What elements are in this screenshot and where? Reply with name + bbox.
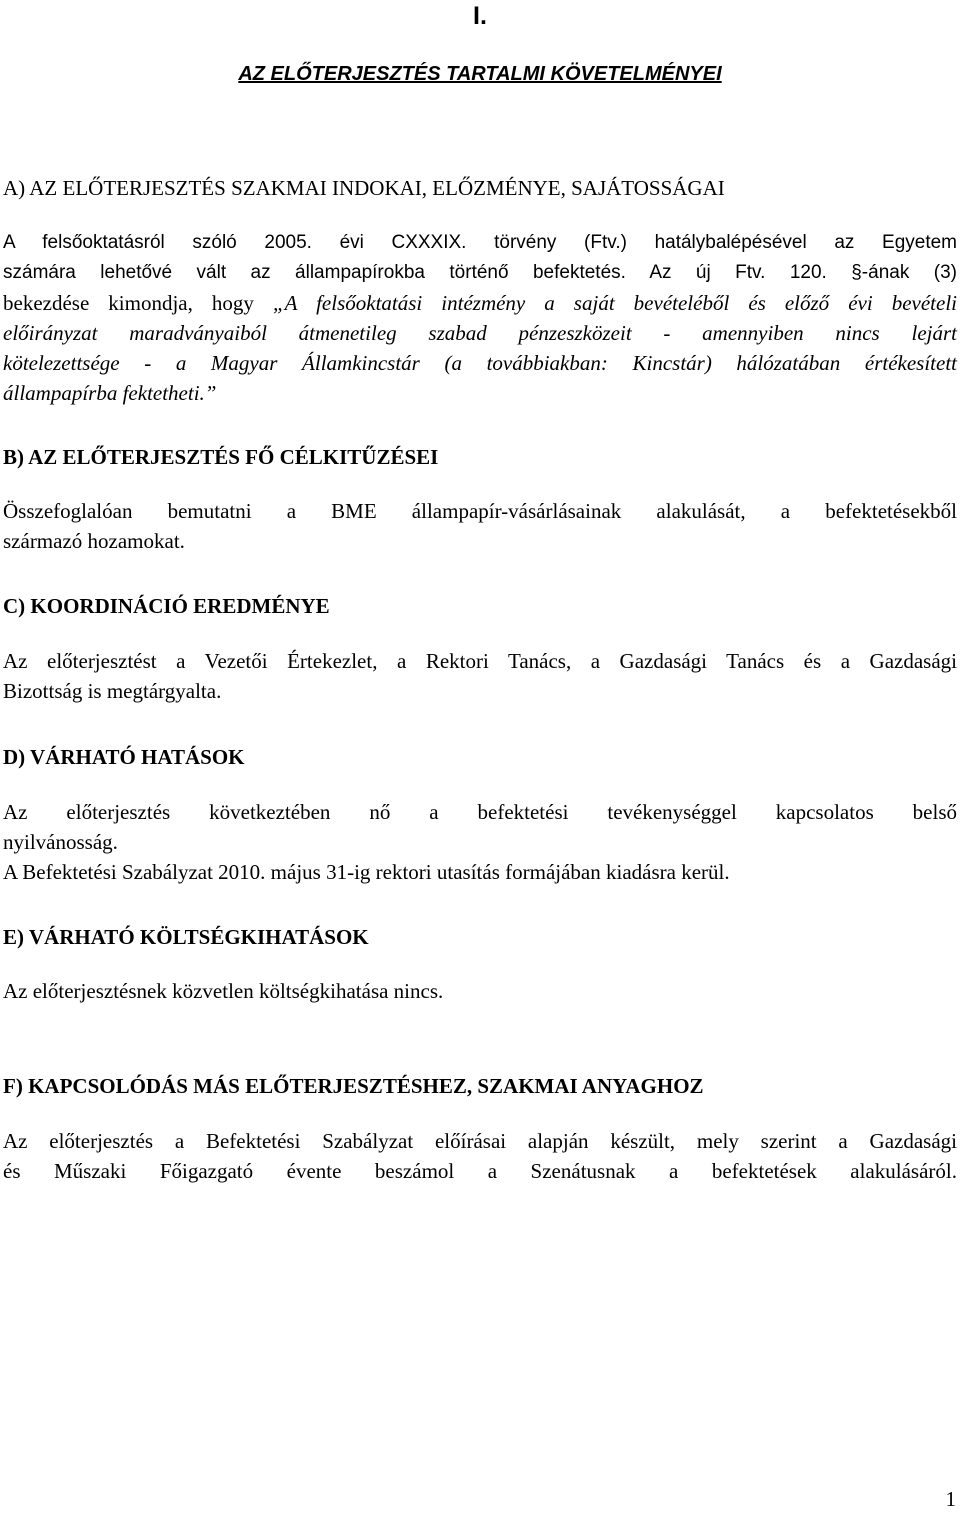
section-d-line-2: nyilvánosság.	[3, 830, 118, 854]
section-c-heading: C) KOORDINÁCIÓ EREDMÉNYE	[3, 594, 330, 618]
section-e-line-1: Az előterjesztésnek közvetlen költségkihatása nincs.	[3, 979, 444, 1003]
section-a-line-3	[3, 288, 957, 318]
section-a-line-5: kötelezettsége - a Magyar Államkincstár (a továbbiakban: Kincstár) hálózatában értékesített	[3, 351, 957, 375]
section-e-heading: E) VÁRHATÓ KÖLTSÉGKIHATÁSOK	[3, 925, 369, 949]
section-a-line-4: előirányzat maradványaiból átmenetileg szabad pénzeszközeit - amennyiben nincs lejárt	[3, 321, 957, 345]
section-f-line-2: és Műszaki Főigazgató évente beszámol a Szenátusnak a befektetések alakulásáról.	[3, 1159, 957, 1183]
section-a-line-3-plain: bekezdése kimondja, hogy	[3, 291, 273, 315]
section-f-line-1: Az előterjesztés a Befektetési Szabályzat előírásai alapján készült, mely szerint a Gazdasági	[3, 1129, 957, 1153]
page-title: AZ ELŐTERJESZTÉS TARTALMI KÖVETELMÉNYEI	[238, 63, 722, 85]
section-d-line-3: A Befektetési Szabályzat 2010. május 31-ig rektori utasítás formájában kiadásra kerül.	[3, 860, 730, 884]
section-a-quote-start: „A felsőoktatási intézmény a saját bevételéből és előző évi bevételi	[272, 291, 957, 315]
section-a-line-2: számára lehetővé vált az állampapírokba történő befektetés. Az új Ftv. 120. §-ának (3)	[3, 262, 957, 283]
section-a-line-1: A felsőoktatásról szóló 2005. évi CXXXIX. törvény (Ftv.) hatálybalépésével az Egyetem	[3, 232, 957, 253]
page-number: 1	[945, 1487, 956, 1511]
section-d-paragraph	[3, 797, 957, 887]
section-a-heading: A) AZ ELŐTERJESZTÉS SZAKMAI INDOKAI, ELŐZMÉNYE, SAJÁTOSSÁGAI	[3, 176, 725, 200]
section-b-line-1: Összefoglalóan bemutatni a BME állampapír-vásárlásainak alakulását, a befektetésekből	[3, 499, 957, 523]
section-c-line-1: Az előterjesztést a Vezetői Értekezlet, a Rektori Tanács, a Gazdasági Tanács és a Gazdasági	[3, 649, 957, 673]
section-b-paragraph	[3, 496, 957, 556]
section-b-heading: B) AZ ELŐTERJESZTÉS FŐ CÉLKITŰZÉSEI	[3, 445, 439, 469]
section-d-heading: D) VÁRHATÓ HATÁSOK	[3, 745, 245, 769]
section-b-line-2: származó hozamokat.	[3, 529, 185, 553]
section-a-paragraph	[3, 228, 957, 408]
section-d-line-1: Az előterjesztés következtében nő a befektetési tevékenységgel kapcsolatos belső	[3, 800, 957, 824]
section-f-paragraph	[3, 1126, 957, 1186]
section-c-paragraph	[3, 646, 957, 706]
section-e-paragraph	[3, 976, 957, 1006]
section-f-heading: F) KAPCSOLÓDÁS MÁS ELŐTERJESZTÉSHEZ, SZAKMAI ANYAGHOZ	[3, 1074, 704, 1098]
section-a-line-6: állampapírba fektetheti.”	[3, 381, 217, 405]
section-c-line-2: Bizottság is megtárgyalta.	[3, 679, 222, 703]
section-number: I.	[473, 2, 487, 30]
